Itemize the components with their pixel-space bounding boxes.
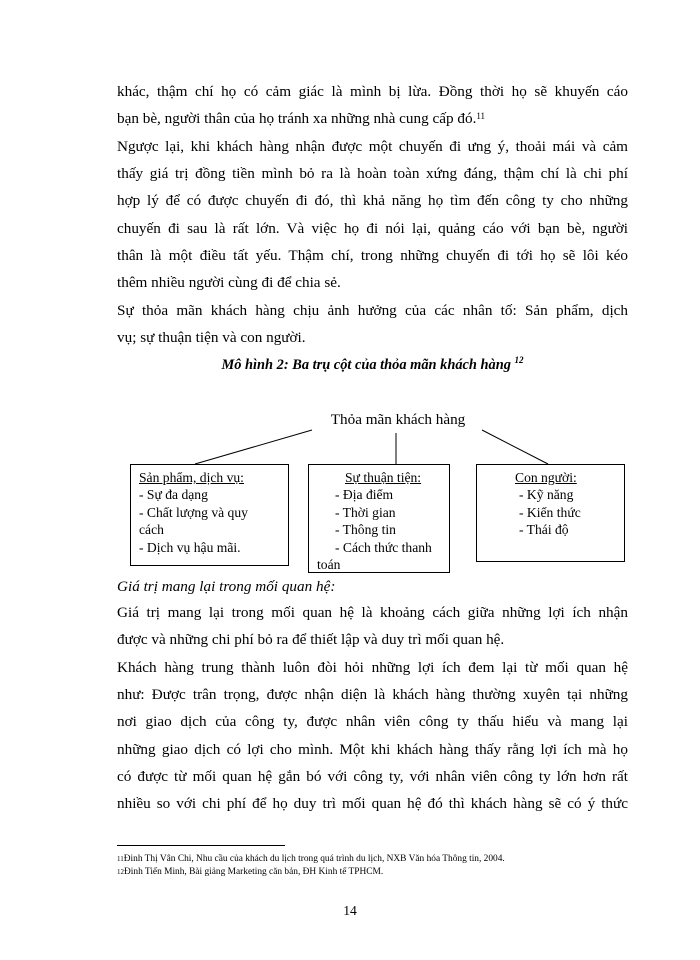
p4-line-2: được và những chi phí bỏ ra để thiết lập và duy trì mối quan hệ. (117, 631, 505, 649)
p1-line-2 (117, 105, 628, 132)
paragraph-1 (117, 78, 628, 132)
p1-line-1: khác, thậm chí họ có cảm giác là mình bị lừa. Đồng thời họ sẽ khuyến cáo (117, 83, 628, 100)
paragraph-4 (117, 599, 628, 653)
paragraph-3 (117, 297, 628, 351)
box-people-item-3: - Thái độ (519, 522, 569, 538)
box-convenience-item-2: - Thời gian (335, 504, 396, 520)
paragraph-5 (117, 654, 628, 817)
box-convenience-item-3: - Thông tin (335, 522, 396, 538)
p5-line-1: Khách hàng trung thành luôn đòi hỏi những lợi ích đem lại từ mối quan hệ (117, 659, 628, 676)
footnote-11-text: Đinh Thị Vân Chi, Nhu cầu của khách du lịch trong quá trình du lịch, NXB Văn hóa Thông tin, 2004. (123, 854, 505, 864)
box-products-title: Sản phẩm, dịch vụ: (139, 470, 244, 485)
box-people-title: Con người: (515, 470, 577, 485)
connector-right (482, 430, 548, 464)
figure-caption-text: Mô hình 2: Ba trụ cột của thỏa mãn khách hàng (221, 357, 511, 373)
diagram-box-products (130, 464, 289, 566)
footnote-12-number: 12 (117, 868, 124, 876)
p2-line-2: thấy giá trị đồng tiền mình bỏ ra là hoàn toàn xứng đáng, thậm chí là chi phí (117, 165, 628, 183)
p1-line-2-text: bạn bè, người thân của họ tránh xa những nhà cung cấp đó. (117, 110, 477, 128)
footnote-ref-12: 12 (514, 355, 524, 365)
p2-line-1: Ngược lại, khi khách hàng nhận được một chuyến đi ưng ý, thoải mái và cảm (117, 138, 628, 155)
diagram-box-people (476, 464, 625, 562)
p5-line-5: có được từ mối quan hệ gắn bó với công ty, với nhân viên công ty lớn hơn rất (117, 767, 628, 785)
p5-line-6: nhiều so với chi phí để họ duy trì mối quan hệ đó thì khách hàng sẽ có ý thức (117, 795, 628, 813)
subheading: Giá trị mang lại trong mối quan hệ: (117, 578, 336, 595)
footnote-12 (117, 866, 383, 878)
box-products-item-2: - Chất lượng và quy (139, 504, 248, 520)
box-convenience-item-4: - Cách thức thanh (335, 539, 432, 555)
box-convenience-item-5: toán (317, 557, 341, 573)
p2-line-3: hợp lý để có được chuyến đi đó, thì khả năng họ tìm đến công ty cho những (117, 192, 628, 210)
diagram-box-convenience (308, 464, 450, 573)
p2-line-6: thêm nhiều người cùng đi để chia sẻ. (117, 274, 341, 292)
box-convenience-title: Sự thuận tiện: (345, 470, 422, 485)
page-number: 14 (343, 903, 357, 918)
footnote-12-text: Đinh Tiến Minh, Bài giảng Marketing căn bản, ĐH Kinh tế TPHCM. (124, 867, 384, 877)
footnote-ref-11: 11 (476, 111, 486, 122)
box-convenience-item-1: - Địa điểm (335, 487, 394, 503)
p4-line-1: Giá trị mang lại trong mối quan hệ là khoảng cách giữa những lợi ích nhận (117, 604, 628, 621)
box-products-item-1: - Sự đa dạng (139, 487, 208, 503)
p2-line-4: chuyến đi sau là rất lớn. Và việc họ đi nói lại, quảng cáo với bạn bè, người (117, 219, 628, 237)
footnote-11-number: 11 (117, 855, 124, 863)
box-people-item-1: - Kỹ năng (519, 487, 574, 503)
p5-line-2: như: Được trân trọng, được nhận diện là khách hàng thường xuyên tại những (117, 686, 628, 704)
paragraph-2 (117, 133, 628, 296)
footnote-11 (117, 853, 505, 865)
box-people-item-2: - Kiến thức (519, 504, 581, 520)
p5-line-3: nơi giao dịch của công ty, được nhân viên công ty thấu hiểu và mang lại (117, 713, 628, 731)
connector-left (195, 430, 312, 464)
p2-line-5: thân là một điều tất yếu. Thậm chí, trong những chuyến đi tới họ sẽ lôi kéo (117, 246, 628, 264)
footnote-separator (117, 845, 285, 846)
diagram-root-title: Thỏa mãn khách hàng (330, 411, 466, 428)
box-products-item-4: - Dịch vụ hậu mãi. (139, 539, 241, 555)
figure-caption (117, 357, 628, 374)
p3-line-1: Sự thỏa mãn khách hàng chịu ảnh hưởng của các nhân tố: Sản phẩm, dịch (117, 302, 628, 319)
p3-line-2: vụ; sự thuận tiện và con người. (117, 329, 306, 347)
p5-line-4: những giao dịch có lợi cho mình. Một khi khách hàng thấy rằng lợi ích mà họ (117, 740, 628, 758)
box-products-item-3: cách (139, 522, 164, 538)
